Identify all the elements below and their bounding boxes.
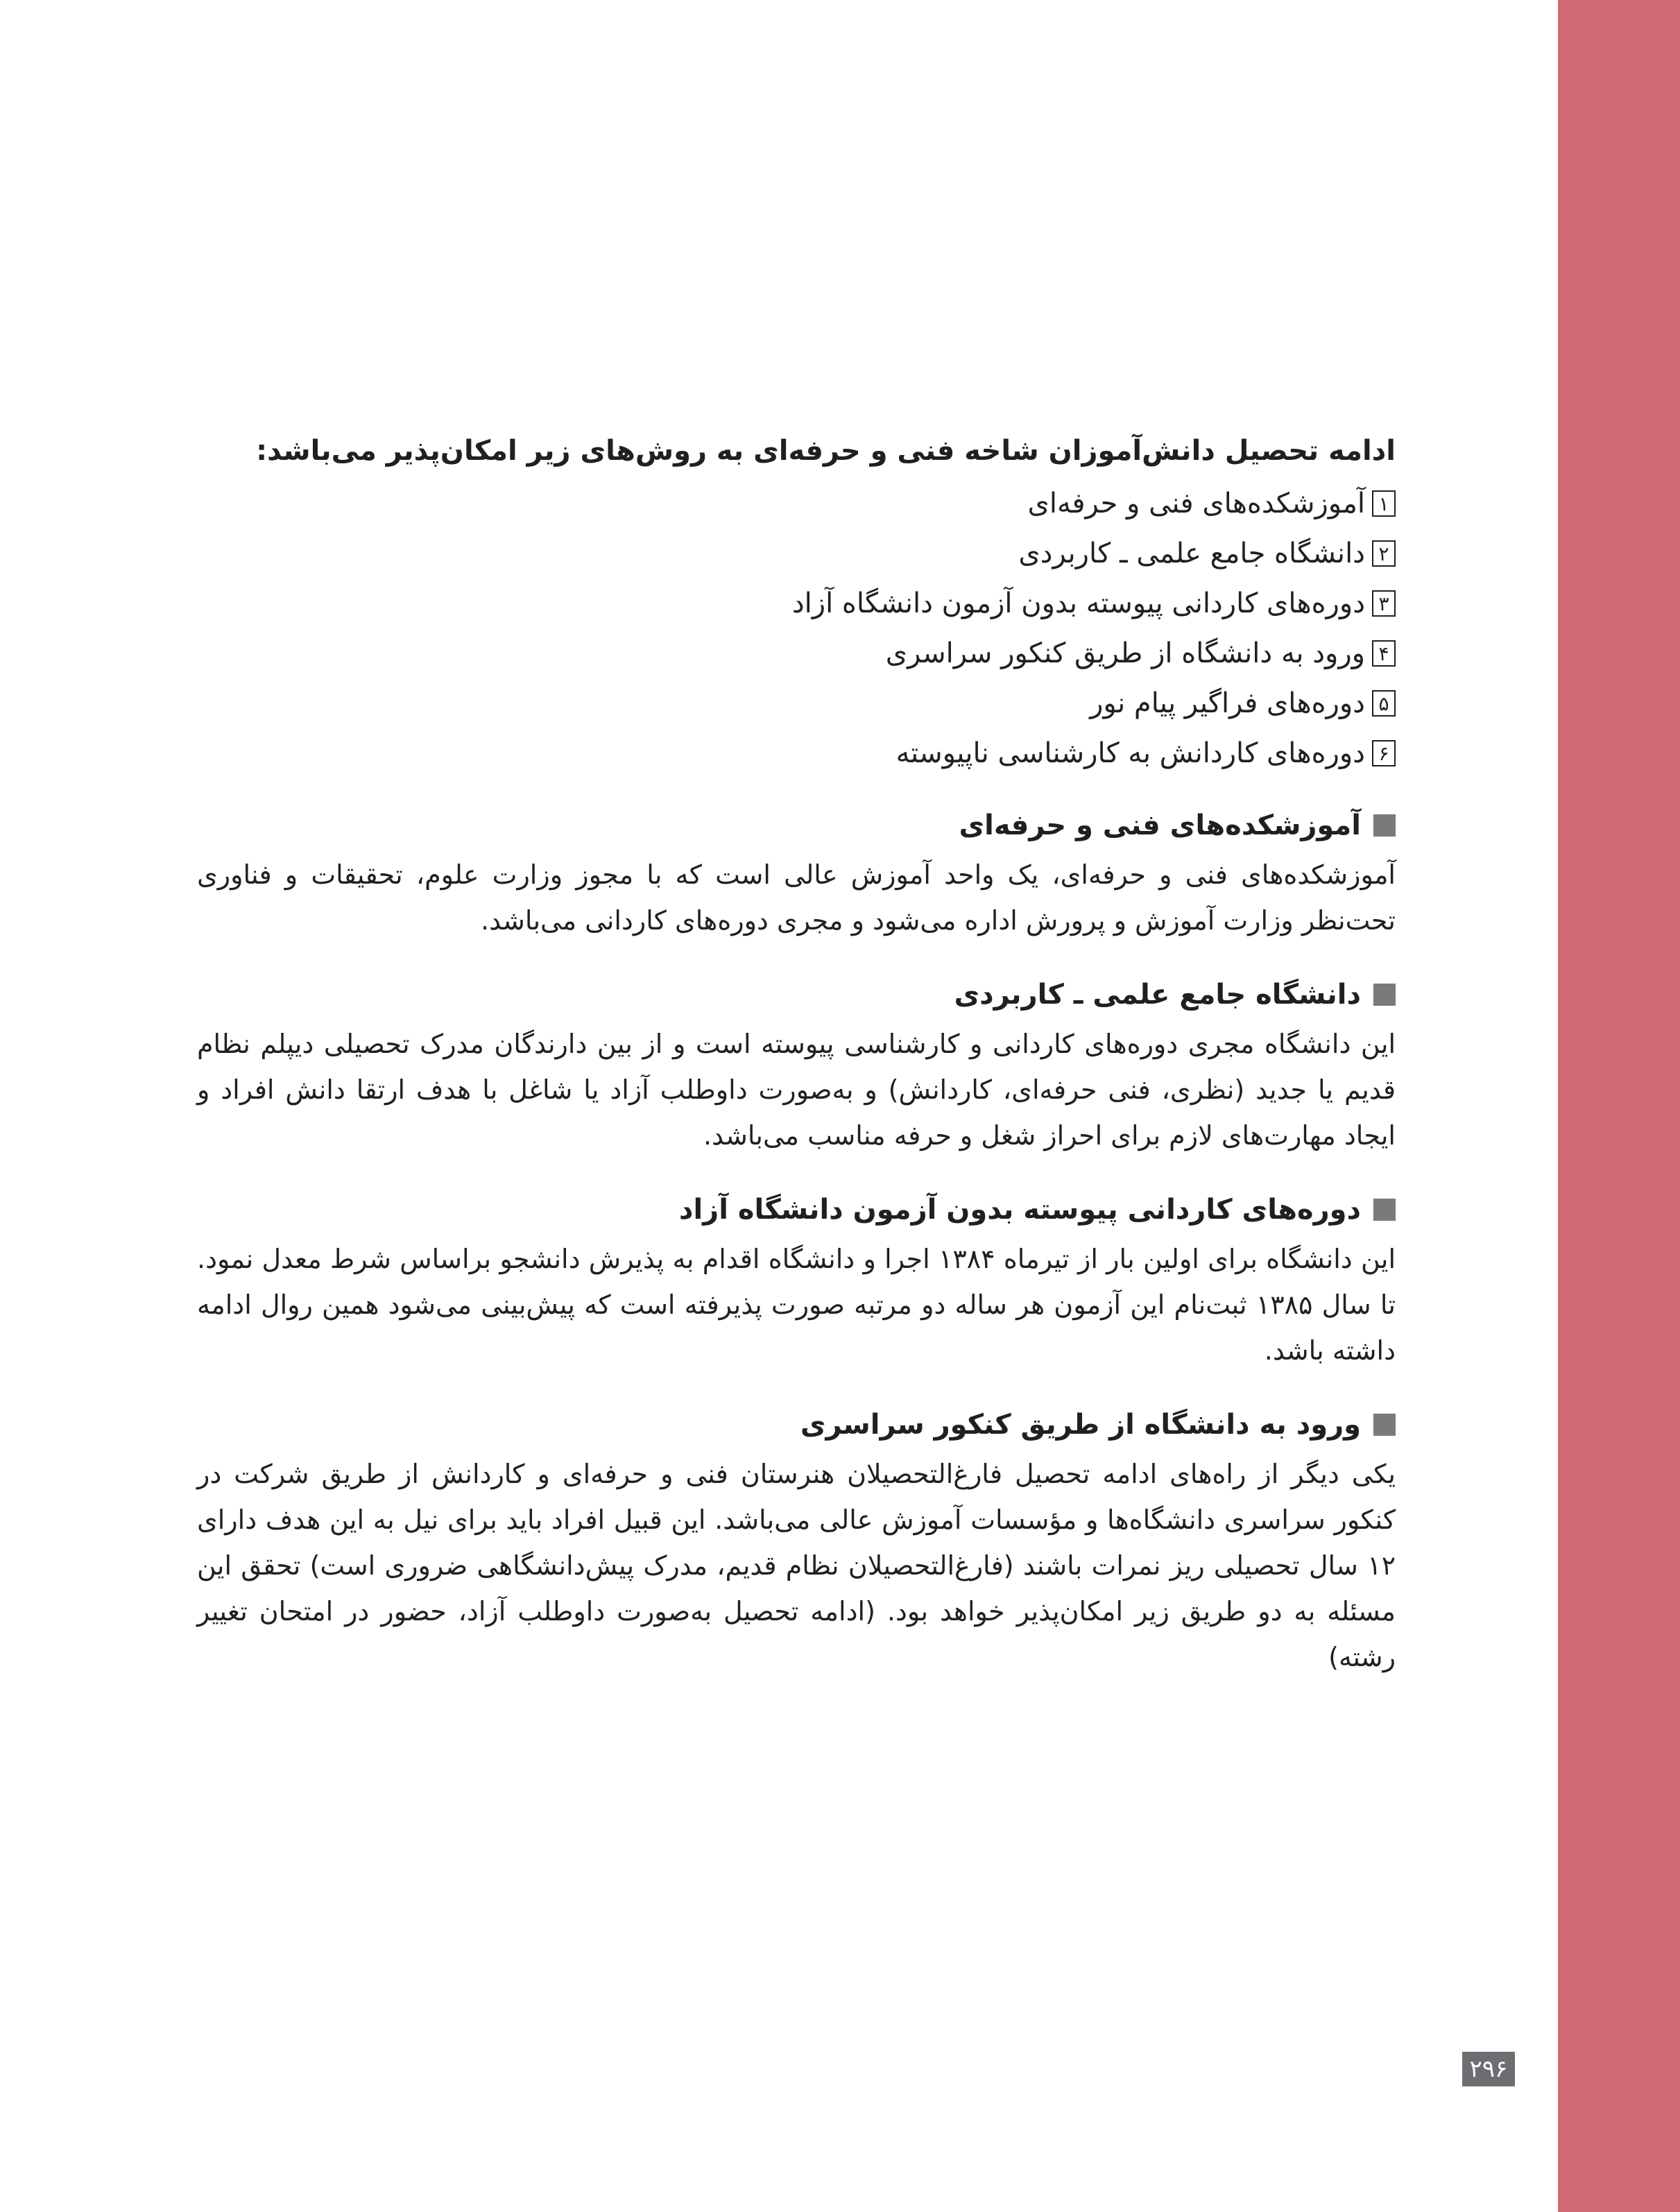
number-box: ۱ bbox=[1372, 490, 1396, 517]
section-title: ورود به دانشگاه از طریق کنکور سراسری bbox=[800, 1409, 1361, 1441]
number-box: ۵ bbox=[1372, 690, 1396, 717]
square-bullet-icon bbox=[1373, 1414, 1396, 1436]
methods-list bbox=[197, 479, 1396, 778]
section-national-konkur bbox=[197, 1398, 1396, 1680]
section-body: این دانشگاه برای اولین بار از تیرماه ۱۳۸۴ اجرا و دانشگاه اقدام به پذیرش دانشجو براساس شرط معدل نمود. تا سال ۱۳۸۵ ثبت‌نام این آزمون هر ساله دو مرتبه صورت پذیرفته است که پیش‌بینی می‌شود همین روال ادامه داشته باشد. bbox=[197, 1244, 1396, 1366]
method-label: آموزشکده‌های فنی و حرفه‌ای bbox=[1027, 488, 1365, 520]
method-label: دوره‌های فراگیر پیام نور bbox=[1090, 687, 1365, 719]
list-item bbox=[197, 529, 1396, 578]
section-technical-colleges bbox=[197, 799, 1396, 943]
number-box: ۴ bbox=[1372, 640, 1396, 667]
section-body: این دانشگاه مجری دوره‌های کاردانی و کارشناسی پیوسته است و از بین دارندگان مدرک تحصیلی دیپلم نظام قدیم یا جدید (نظری، فنی حرفه‌ای، کاردانش) و به‌صورت داوطلب آزاد یا شاغل با هدف ارتقا دانش افراد و ایجاد مهارت‌های لازم برای احراز شغل و حرفه مناسب می‌باشد. bbox=[197, 1029, 1396, 1151]
section-applied-science-university bbox=[197, 968, 1396, 1158]
section-azad-associate-courses bbox=[197, 1183, 1396, 1373]
square-bullet-icon bbox=[1373, 984, 1396, 1006]
section-body: یکی دیگر از راه‌های ادامه تحصیل فارغ‌التحصیلان هنرستان فنی و حرفه‌ای و کاردانش از طریق شرکت در کنکور سراسری دانشگاه‌ها و مؤسسات آموزش عالی می‌باشد. این قبیل افراد باید برای نیل به این هدف دارای ۱۲ سال تحصیلی ریز نمرات باشند (فارغ‌التحصیلان نظام قدیم، مدرک پیش‌دانشگاهی ضروری است) تحقق این مسئله به دو طریق زیر امکان‌پذیر خواهد بود. (ادامه تحصیل به‌صورت داوطلب آزاد، حضور در امتحان تغییر رشته) bbox=[197, 1459, 1396, 1672]
section-heading bbox=[197, 968, 1396, 1021]
section-title: آموزشکده‌های فنی و حرفه‌ای bbox=[959, 809, 1361, 841]
list-item bbox=[197, 628, 1396, 678]
side-color-band bbox=[1558, 0, 1680, 2212]
list-item bbox=[197, 479, 1396, 529]
section-body: آموزشکده‌های فنی و حرفه‌ای، یک واحد آموزش عالی است که با مجوز وزارت علوم، تحقیقات و فناوری تحت‌نظر وزارت آموزش و پرورش اداره می‌شود و مجری دوره‌های کاردانی می‌باشد. bbox=[197, 859, 1396, 936]
list-item bbox=[197, 728, 1396, 778]
section-title: دانشگاه جامع علمی ـ کاربردی bbox=[954, 979, 1361, 1011]
section-heading bbox=[197, 799, 1396, 852]
intro-heading: ادامه تحصیل دانش‌آموزان شاخه فنی و حرفه‌ای به روش‌های زیر امکان‌پذیر می‌باشد: bbox=[256, 435, 1396, 467]
number-box: ۳ bbox=[1372, 590, 1396, 617]
number-box: ۲ bbox=[1372, 540, 1396, 567]
list-item bbox=[197, 578, 1396, 628]
number-box: ۶ bbox=[1372, 740, 1396, 766]
square-bullet-icon bbox=[1373, 1199, 1396, 1221]
method-label: ورود به دانشگاه از طریق کنکور سراسری bbox=[885, 637, 1365, 669]
section-heading bbox=[197, 1398, 1396, 1451]
page-number: ۲۹۶ bbox=[1462, 2052, 1515, 2086]
method-label: دوره‌های کاردانی پیوسته بدون آزمون دانشگاه آزاد bbox=[791, 588, 1365, 619]
method-label: دانشگاه جامع علمی ـ کاربردی bbox=[1018, 538, 1365, 569]
method-label: دوره‌های کاردانش به کارشناسی ناپیوسته bbox=[895, 737, 1365, 769]
list-item bbox=[197, 678, 1396, 728]
section-heading bbox=[197, 1183, 1396, 1236]
page-content bbox=[197, 423, 1396, 1705]
section-title: دوره‌های کاردانی پیوسته بدون آزمون دانشگاه آزاد bbox=[678, 1194, 1361, 1226]
square-bullet-icon bbox=[1373, 814, 1396, 837]
